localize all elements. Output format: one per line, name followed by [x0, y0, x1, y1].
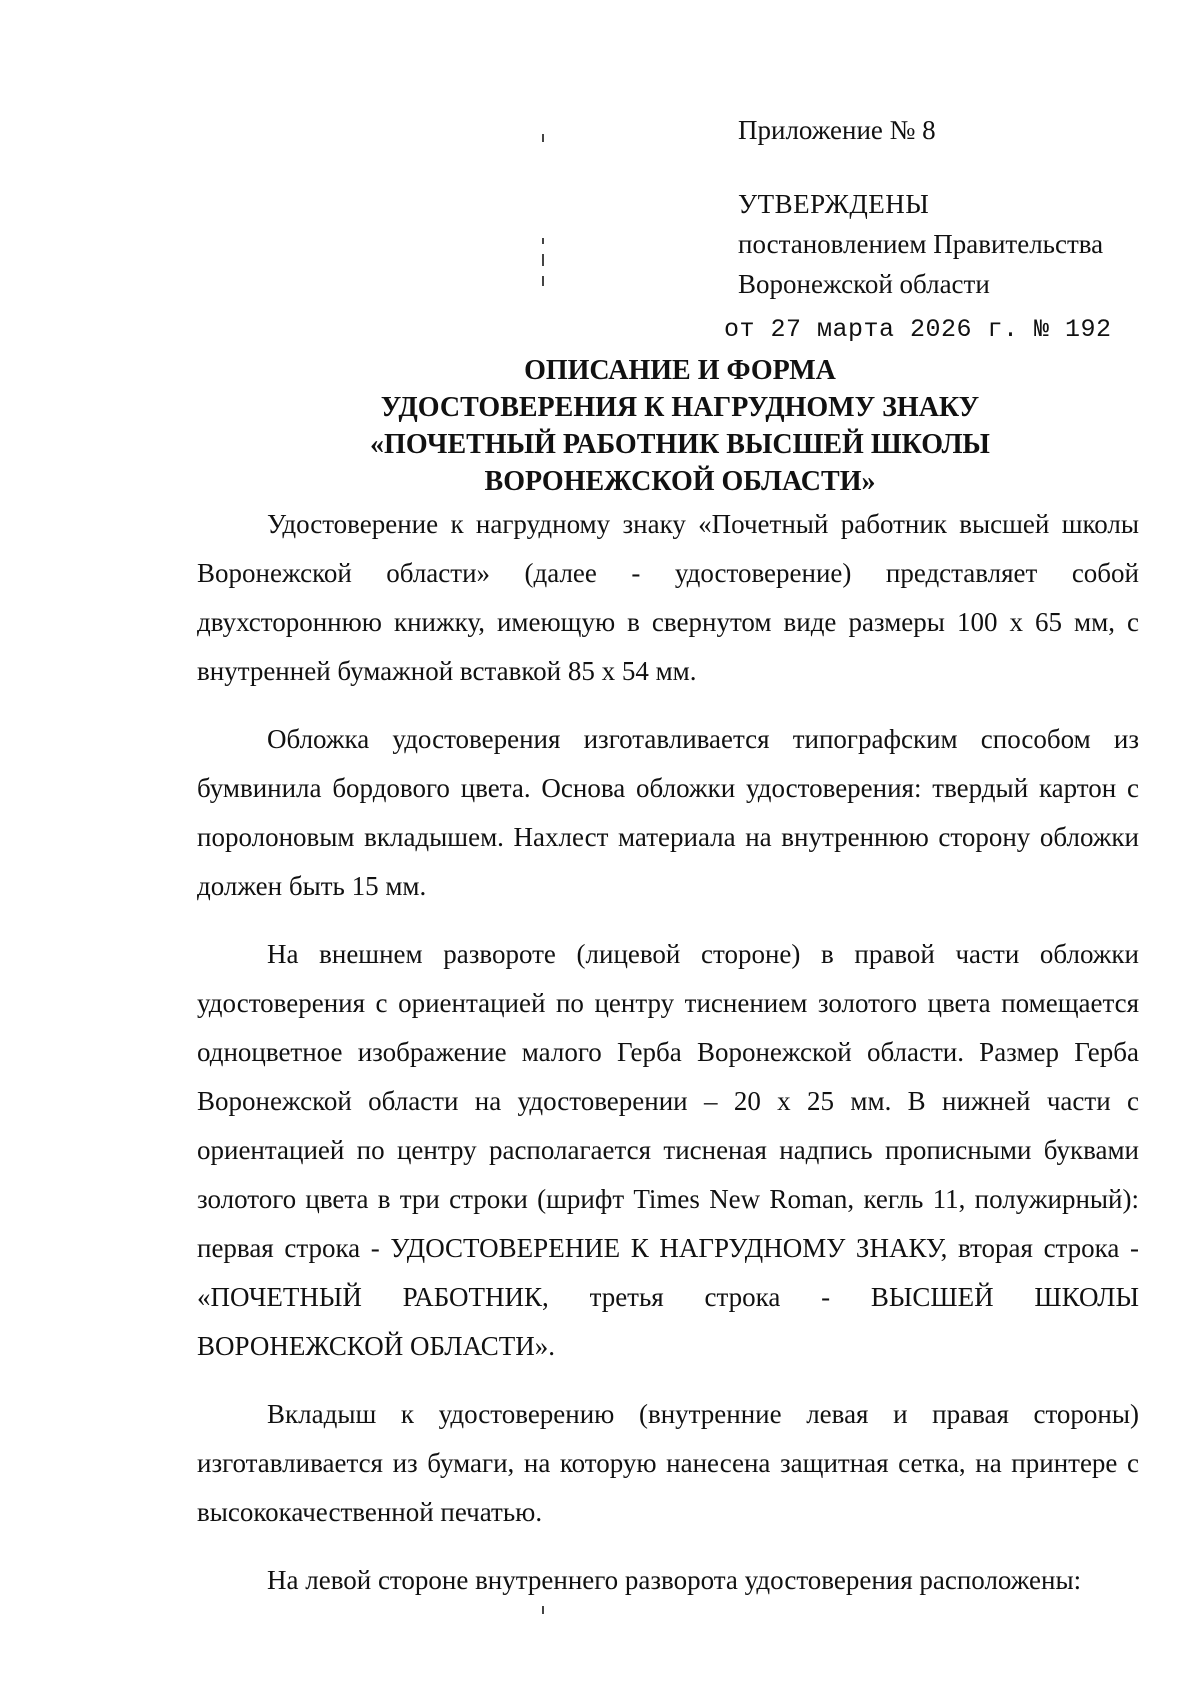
approved-label: УТВЕРЖДЕНЫ: [738, 189, 930, 219]
document-body: [197, 500, 1139, 1624]
document-title: [180, 352, 1180, 500]
scan-artifact-mark: [542, 254, 544, 266]
body-paragraph: Вкладыш к удостоверению (внутренние левая и правая стороны) изготавливается из бумаги, на которую нанесена защитная сетка, на принтере с высококачественной печатью.: [197, 1399, 1139, 1527]
body-paragraph: Обложка удостоверения изготавливается типографским способом из бумвинила бордового цвета. Основа обложки удостоверения: твердый картон с поролоновым вкладышем. Нахлест материала на внутреннюю сторону обложки должен быть 15 мм.: [197, 724, 1139, 901]
scan-artifact-mark: [542, 238, 544, 244]
title-line: УДОСТОВЕРЕНИЯ К НАГРУДНОМУ ЗНАКУ: [380, 392, 980, 423]
approval-authority-line: постановлением Правительства: [738, 229, 1104, 259]
scan-artifact-mark: [542, 276, 544, 286]
approval-date-number: от 27 марта 2026 г. № 192: [724, 315, 1112, 344]
scan-artifact-mark: [542, 134, 544, 142]
title-line: ВОРОНЕЖСКОЙ ОБЛАСТИ»: [484, 466, 876, 497]
body-paragraph: Удостоверение к нагрудному знаку «Почетный работник высшей школы Воронежской области» (далее - удостоверение) представляет собой двухстороннюю книжку, имеющую в свернутом виде размеры 100 х 65 мм, с внутренней бумажной вставкой 85 х 54 мм.: [197, 509, 1139, 686]
title-line: ОПИСАНИЕ И ФОРМА: [524, 355, 836, 386]
appendix-label: Приложение № 8: [738, 115, 936, 145]
body-paragraph: На левой стороне внутреннего разворота удостоверения расположены:: [267, 1565, 1082, 1595]
approval-region-line: Воронежской области: [738, 269, 990, 299]
body-paragraph: На внешнем развороте (лицевой стороне) в правой части обложки удостоверения с ориентацией по центру тиснением золотого цвета помещается одноцветное изображение малого Герба Воронежской области. Размер Герба Воронежской области на удостоверении – 20 х 25 мм. В нижней части с ориентацией по центру располагается тисненая надпись прописными буквами золотого цвета в три строки (шрифт Times New Roman, кегль 11, полужирный): первая строка - УДОСТОВЕРЕНИЕ К НАГРУДНОМУ ЗНАКУ, вторая строка - «ПОЧЕТНЫЙ РАБОТНИК, третья строка - ВЫСШЕЙ ШКОЛЫ ВОРОНЕЖСКОЙ ОБЛАСТИ».: [197, 939, 1139, 1361]
title-line: «ПОЧЕТНЫЙ РАБОТНИК ВЫСШЕЙ ШКОЛЫ: [370, 429, 990, 460]
approval-block: [724, 110, 1112, 350]
